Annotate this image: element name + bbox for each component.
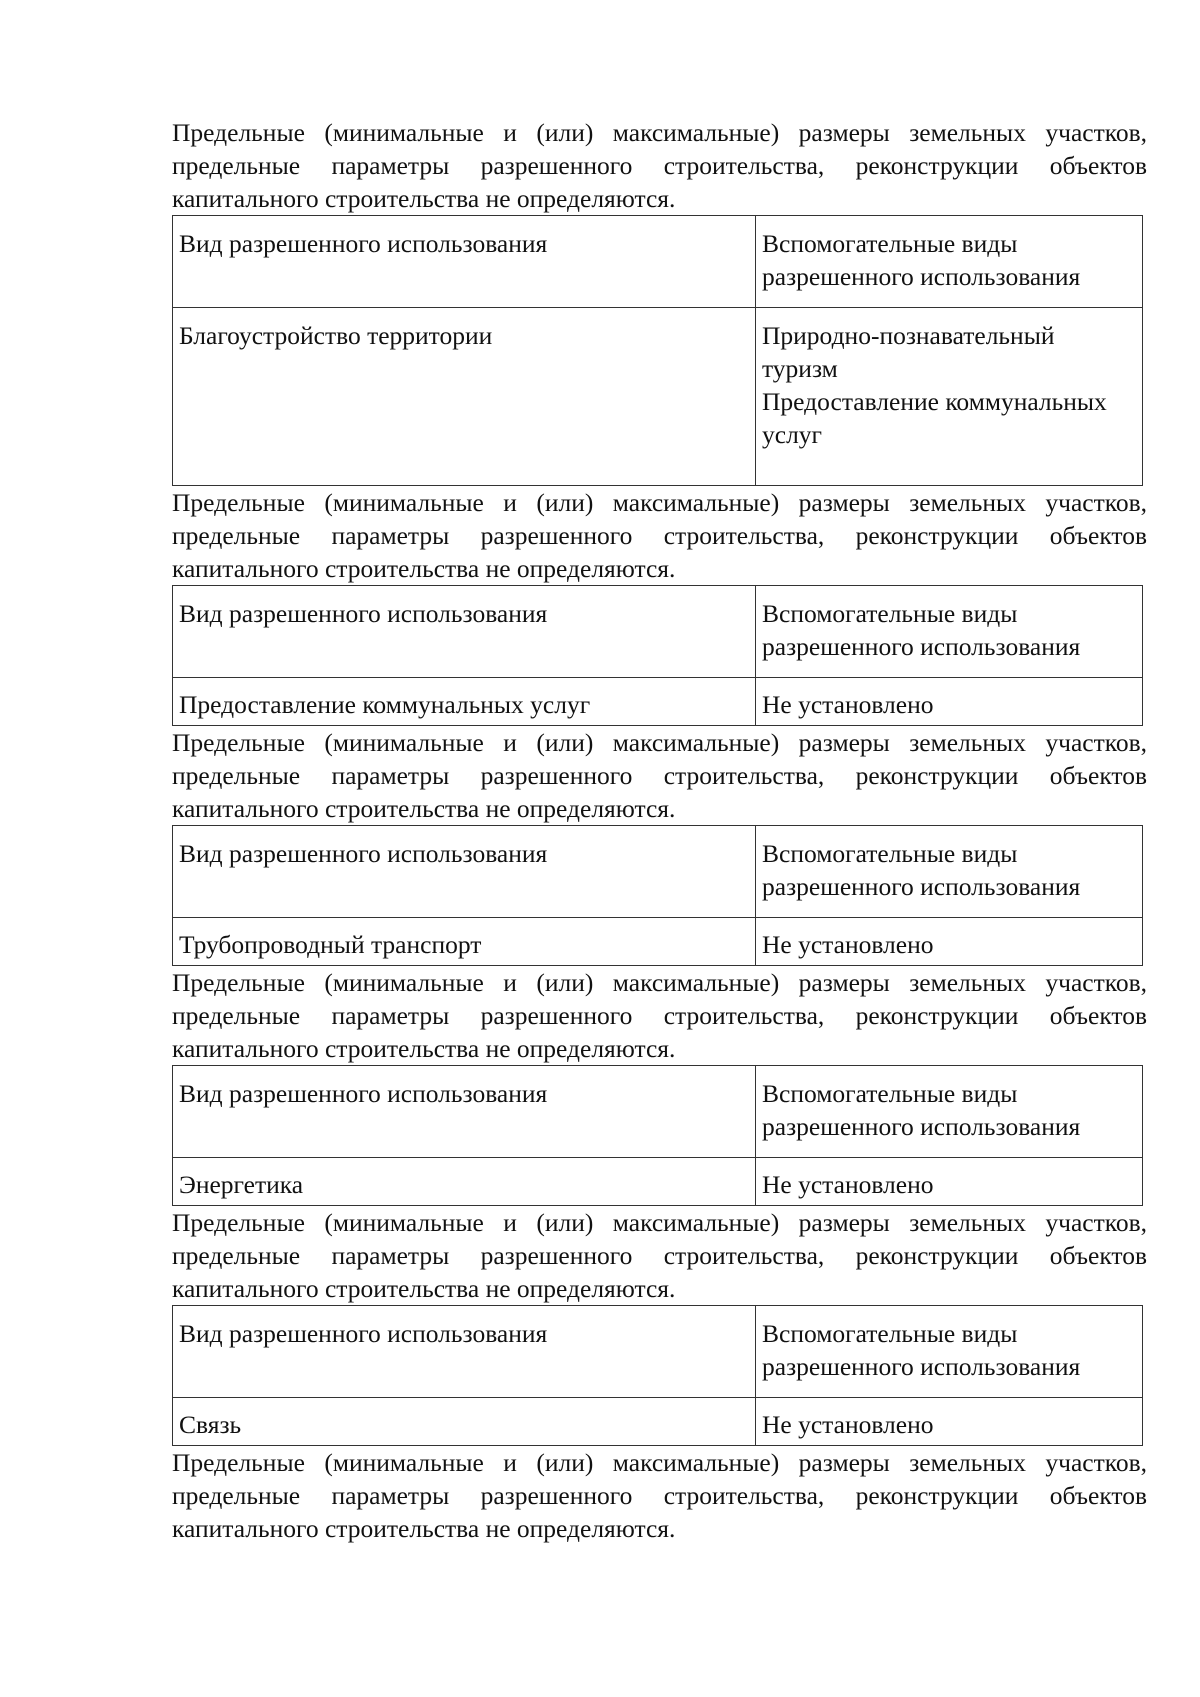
table-row (173, 308, 1143, 486)
table-header-row (173, 1066, 1143, 1158)
table-row (173, 678, 1143, 726)
header-main-use: Вид разрешенного использования (173, 216, 756, 308)
main-use-cell: Благоустройство территории (173, 308, 756, 486)
table-header-row (173, 216, 1143, 308)
main-use-cell: Предоставление коммунальных услуг (173, 678, 756, 726)
table-header-row (173, 826, 1143, 918)
limits-note: Предельные (минимальные и (или) максимальные) размеры земельных участков, предельные параметры разрешенного строительства, реконструкции объектов капитального строительства не определяются. (172, 968, 1147, 1063)
permitted-use-table (172, 585, 1143, 726)
header-main-use: Вид разрешенного использования (173, 586, 756, 678)
limits-note: Предельные (минимальные и (или) максимальные) размеры земельных участков, предельные параметры разрешенного строительства, реконструкции объектов капитального строительства не определяются. (172, 1208, 1147, 1303)
aux-use-item: Предоставление коммунальных услуг (762, 387, 1107, 449)
main-use-cell: Энергетика (173, 1158, 756, 1206)
aux-use-cell (756, 308, 1143, 486)
aux-use-cell: Не установлено (756, 678, 1143, 726)
permitted-use-table (172, 825, 1143, 966)
table-header-row (173, 586, 1143, 678)
table-row (173, 1398, 1143, 1446)
header-main-use: Вид разрешенного использования (173, 1306, 756, 1398)
limits-note: Предельные (минимальные и (или) максимальные) размеры земельных участков, предельные параметры разрешенного строительства, реконструкции объектов капитального строительства не определяются. (172, 728, 1147, 823)
document-page (172, 116, 1147, 1545)
aux-use-cell: Не установлено (756, 1158, 1143, 1206)
header-aux-use: Вспомогательные виды разрешенного использования (756, 826, 1143, 918)
header-aux-use: Вспомогательные виды разрешенного использования (756, 1306, 1143, 1398)
table-row (173, 918, 1143, 966)
aux-use-cell: Не установлено (756, 918, 1143, 966)
header-main-use: Вид разрешенного использования (173, 826, 756, 918)
main-use-cell: Связь (173, 1398, 756, 1446)
header-aux-use: Вспомогательные виды разрешенного использования (756, 586, 1143, 678)
table-row (173, 1158, 1143, 1206)
header-main-use: Вид разрешенного использования (173, 1066, 756, 1158)
table-header-row (173, 1306, 1143, 1398)
header-aux-use: Вспомогательные виды разрешенного использования (756, 1066, 1143, 1158)
limits-note: Предельные (минимальные и (или) максимальные) размеры земельных участков, предельные параметры разрешенного строительства, реконструкции объектов капитального строительства не определяются. (172, 118, 1147, 213)
main-use-cell: Трубопроводный транспорт (173, 918, 756, 966)
aux-use-cell: Не установлено (756, 1398, 1143, 1446)
aux-use-item: Природно-познавательный туризм (762, 321, 1055, 383)
limits-note: Предельные (минимальные и (или) максимальные) размеры земельных участков, предельные параметры разрешенного строительства, реконструкции объектов капитального строительства не определяются. (172, 1448, 1147, 1543)
header-aux-use: Вспомогательные виды разрешенного использования (756, 216, 1143, 308)
limits-note: Предельные (минимальные и (или) максимальные) размеры земельных участков, предельные параметры разрешенного строительства, реконструкции объектов капитального строительства не определяются. (172, 488, 1147, 583)
permitted-use-table (172, 1065, 1143, 1206)
permitted-use-table (172, 215, 1143, 486)
permitted-use-table (172, 1305, 1143, 1446)
